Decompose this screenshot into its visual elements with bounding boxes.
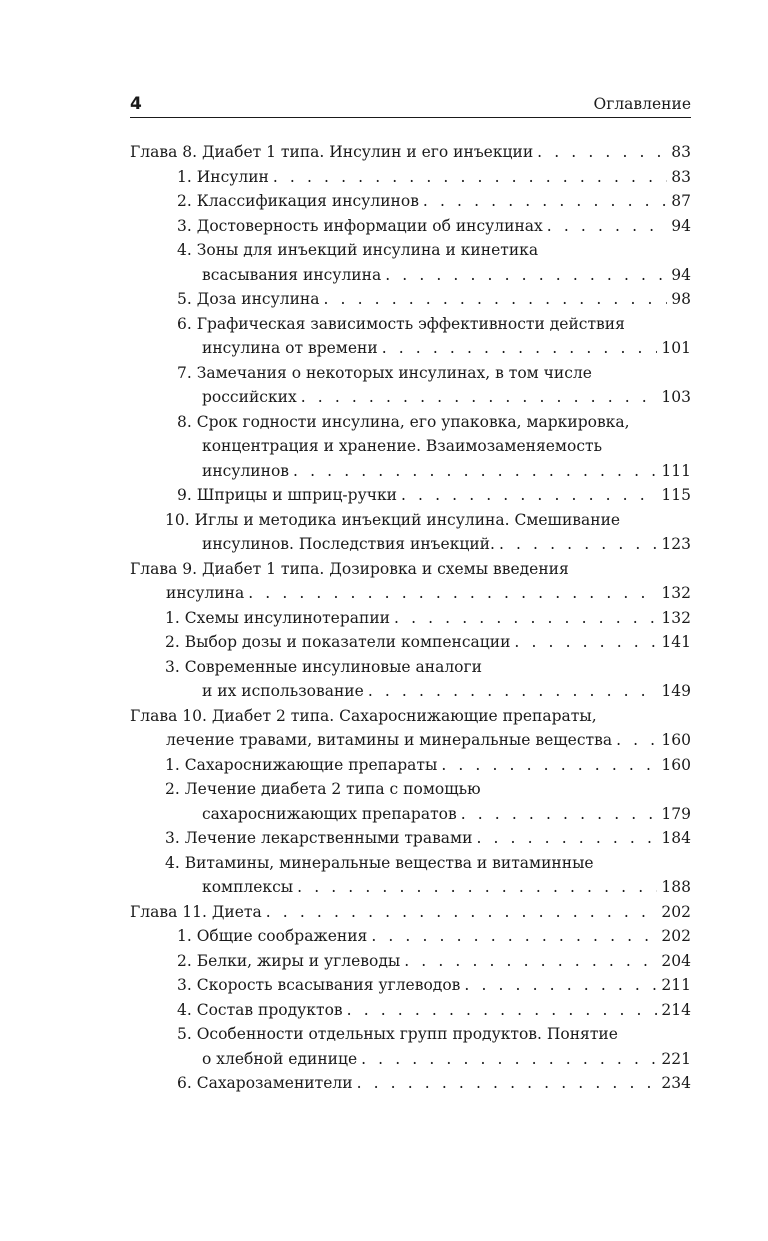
toc-chapter-entry bbox=[130, 900, 691, 925]
toc-entry-line bbox=[165, 679, 691, 704]
toc-page-number: 141 bbox=[661, 633, 691, 651]
toc-section-entry bbox=[130, 973, 691, 998]
toc-section-entry bbox=[130, 1022, 691, 1071]
toc-page-number: 211 bbox=[661, 976, 691, 994]
toc-entry-title: 3. Достоверность информации об инсулинах bbox=[177, 216, 543, 235]
dot-leader bbox=[368, 679, 658, 704]
toc-section-entry bbox=[130, 214, 691, 239]
toc-entry-title: Глава 8. Диабет 1 типа. Инсулин и его инъекции bbox=[130, 143, 534, 161]
toc-entry-line bbox=[177, 1022, 691, 1047]
toc-entry-title: 5. Доза инсулина bbox=[177, 290, 320, 308]
toc-section-entry bbox=[130, 753, 691, 778]
toc-entry-title: концентрация и хранение. Взаимозаменяемость bbox=[202, 437, 603, 455]
toc-entry-title: 3. Лечение лекарственными травами bbox=[165, 829, 473, 847]
toc-page-number: 160 bbox=[661, 731, 691, 749]
toc-section-entry bbox=[130, 606, 691, 631]
table-of-contents bbox=[130, 140, 691, 1096]
toc-entry-line bbox=[177, 263, 691, 288]
dot-leader bbox=[537, 140, 667, 165]
toc-section-entry bbox=[130, 189, 691, 214]
toc-entry-line bbox=[165, 508, 691, 533]
toc-entry-line bbox=[177, 410, 691, 435]
dot-leader bbox=[464, 973, 657, 998]
toc-entry-title: сахароснижающих препаратов bbox=[202, 804, 457, 823]
toc-entry-line bbox=[177, 998, 691, 1023]
toc-entry-title: 1. Схемы инсулинотерапии bbox=[165, 608, 391, 627]
toc-entry-line bbox=[177, 336, 691, 361]
toc-entry-line bbox=[165, 875, 691, 900]
toc-entry-line bbox=[130, 900, 691, 925]
toc-page-number: 94 bbox=[671, 265, 691, 284]
toc-entry-line bbox=[165, 532, 691, 557]
toc-entry-title: 1. Инсулин bbox=[177, 167, 269, 186]
toc-entry-line bbox=[177, 924, 691, 949]
toc-page-number: 132 bbox=[661, 608, 691, 627]
dot-leader bbox=[385, 263, 667, 288]
toc-page-number: 202 bbox=[661, 902, 691, 921]
toc-entry-title: 2. Выбор дозы и показатели компенсации bbox=[165, 633, 511, 651]
toc-page-number: 179 bbox=[661, 804, 691, 823]
toc-entry-line bbox=[165, 802, 691, 827]
toc-entry-line bbox=[130, 557, 691, 582]
toc-entry-line bbox=[177, 189, 691, 214]
toc-entry-line bbox=[177, 361, 691, 386]
dot-leader bbox=[266, 900, 658, 925]
toc-section-entry bbox=[130, 777, 691, 826]
toc-section-entry bbox=[130, 410, 691, 484]
toc-page-number: 83 bbox=[671, 167, 691, 186]
toc-section-entry bbox=[130, 949, 691, 974]
dot-leader bbox=[423, 189, 667, 214]
toc-page-number: 188 bbox=[661, 878, 691, 896]
toc-entry-title: Глава 10. Диабет 2 типа. Сахароснижающие препараты, bbox=[130, 706, 597, 725]
toc-section-entry bbox=[130, 361, 691, 410]
toc-entry-title: 10. Иглы и методика инъекций инсулина. Смешивание bbox=[165, 510, 621, 529]
toc-entry-line bbox=[177, 287, 691, 312]
toc-entry-line bbox=[177, 459, 691, 484]
toc-entry-line bbox=[177, 949, 691, 974]
dot-leader bbox=[461, 802, 658, 827]
toc-entry-title: 2. Классификация инсулинов bbox=[177, 192, 419, 210]
dot-leader bbox=[357, 1071, 658, 1096]
toc-section-entry bbox=[130, 1071, 691, 1096]
toc-section-entry bbox=[130, 238, 691, 287]
toc-entry-title: 5. Особенности отдельных групп продуктов. Понятие bbox=[177, 1025, 618, 1043]
toc-entry-line bbox=[177, 238, 691, 263]
toc-page-number: 160 bbox=[661, 755, 691, 774]
toc-entry-line bbox=[165, 851, 691, 876]
toc-entry-line bbox=[130, 140, 691, 165]
toc-entry-title: 1. Сахароснижающие препараты bbox=[165, 755, 438, 774]
toc-section-entry bbox=[130, 287, 691, 312]
toc-chapter-entry bbox=[130, 704, 691, 753]
toc-section-entry bbox=[130, 165, 691, 190]
toc-entry-title: комплексы bbox=[202, 878, 294, 896]
dot-leader bbox=[293, 459, 657, 484]
dot-leader bbox=[616, 728, 657, 753]
toc-page-number: 87 bbox=[671, 192, 691, 210]
toc-entry-line bbox=[165, 826, 691, 851]
toc-entry-title: и их использование bbox=[202, 682, 364, 700]
toc-entry-line bbox=[177, 434, 691, 459]
toc-entry-title: инсулина от времени bbox=[202, 339, 378, 357]
toc-entry-line bbox=[130, 704, 691, 729]
toc-entry-title: 6. Графическая зависимость эффективности действия bbox=[177, 314, 625, 333]
toc-page-number: 202 bbox=[661, 927, 691, 945]
dot-leader bbox=[371, 924, 657, 949]
toc-page-number: 123 bbox=[661, 535, 691, 553]
toc-page-number: 234 bbox=[661, 1074, 691, 1092]
toc-section-entry bbox=[130, 851, 691, 900]
toc-entry-line bbox=[177, 1071, 691, 1096]
toc-entry-title: 6. Сахарозаменители bbox=[177, 1074, 353, 1092]
dot-leader bbox=[301, 385, 658, 410]
toc-entry-title: российских bbox=[202, 388, 297, 406]
toc-entry-title: 3. Современные инсулиновые аналоги bbox=[165, 657, 482, 676]
toc-entry-title: Глава 11. Диета bbox=[130, 902, 262, 921]
toc-entry-title: инсулина bbox=[166, 584, 245, 602]
dot-leader bbox=[347, 998, 658, 1023]
toc-entry-line bbox=[177, 385, 691, 410]
toc-section-entry bbox=[130, 508, 691, 557]
toc-page-number: 98 bbox=[671, 290, 691, 308]
page-header bbox=[130, 93, 691, 118]
toc-entry-title: 4. Витамины, минеральные вещества и витаминные bbox=[165, 853, 594, 872]
toc-page-number: 184 bbox=[661, 829, 691, 847]
toc-section-entry bbox=[130, 655, 691, 704]
toc-entry-title: 7. Замечания о некоторых инсулинах, в том числе bbox=[177, 363, 592, 382]
toc-entry-title: всасывания инсулина bbox=[202, 265, 382, 284]
toc-page-number: 111 bbox=[661, 461, 691, 480]
toc-page-number: 94 bbox=[671, 216, 691, 235]
toc-entry-line bbox=[177, 165, 691, 190]
dot-leader bbox=[323, 287, 667, 312]
toc-entry-line bbox=[130, 728, 691, 753]
page-number: 4 bbox=[130, 94, 142, 114]
toc-entry-line bbox=[177, 1047, 691, 1072]
toc-chapter-entry bbox=[130, 140, 691, 165]
toc-entry-line bbox=[177, 483, 691, 508]
dot-leader bbox=[382, 336, 658, 361]
toc-entry-line bbox=[165, 753, 691, 778]
toc-entry-line bbox=[165, 630, 691, 655]
toc-entry-title: 8. Срок годности инсулина, его упаковка, маркировка, bbox=[177, 412, 630, 431]
toc-entry-line bbox=[165, 777, 691, 802]
dot-leader bbox=[441, 753, 657, 778]
dot-leader bbox=[514, 630, 657, 655]
toc-entry-title: о хлебной единице bbox=[202, 1049, 358, 1068]
toc-entry-title: инсулинов. Последствия инъекций. bbox=[202, 535, 495, 553]
toc-entry-title: 2. Белки, жиры и углеводы bbox=[177, 951, 401, 970]
toc-chapter-entry bbox=[130, 557, 691, 606]
dot-leader bbox=[401, 483, 657, 508]
dot-leader bbox=[361, 1047, 657, 1072]
toc-entry-title: лечение травами, витамины и минеральные вещества bbox=[166, 731, 613, 749]
toc-section-entry bbox=[130, 826, 691, 851]
toc-entry-title: инсулинов bbox=[202, 461, 290, 480]
toc-entry-line bbox=[177, 973, 691, 998]
dot-leader bbox=[547, 214, 667, 239]
toc-entry-title: Глава 9. Диабет 1 типа. Дозировка и схемы введения bbox=[130, 559, 569, 578]
dot-leader bbox=[273, 165, 667, 190]
toc-entry-line bbox=[165, 606, 691, 631]
toc-section-entry bbox=[130, 998, 691, 1023]
toc-section-entry bbox=[130, 312, 691, 361]
toc-section-entry bbox=[130, 630, 691, 655]
toc-entry-title: 2. Лечение диабета 2 типа с помощью bbox=[165, 780, 481, 798]
toc-entry-title: 4. Состав продуктов bbox=[177, 1000, 343, 1019]
toc-page-number: 83 bbox=[671, 143, 691, 161]
toc-page-number: 149 bbox=[661, 682, 691, 700]
toc-page-number: 204 bbox=[661, 951, 691, 970]
dot-leader bbox=[499, 532, 657, 557]
toc-section-entry bbox=[130, 483, 691, 508]
dot-leader bbox=[394, 606, 657, 631]
toc-entry-line bbox=[177, 312, 691, 337]
toc-entry-line bbox=[165, 655, 691, 680]
toc-page-number: 103 bbox=[661, 388, 691, 406]
toc-entry-line bbox=[177, 214, 691, 239]
toc-page-number: 221 bbox=[661, 1049, 691, 1068]
toc-entry-title: 3. Скорость всасывания углеводов bbox=[177, 976, 461, 994]
toc-page-number: 132 bbox=[661, 584, 691, 602]
toc-page-number: 101 bbox=[661, 339, 691, 357]
toc-section-entry bbox=[130, 924, 691, 949]
toc-entry-title: 4. Зоны для инъекций инсулина и кинетика bbox=[177, 241, 539, 259]
dot-leader bbox=[297, 875, 657, 900]
dot-leader bbox=[404, 949, 657, 974]
toc-page-number: 214 bbox=[661, 1000, 691, 1019]
toc-entry-line bbox=[130, 581, 691, 606]
toc-page-number: 115 bbox=[661, 486, 691, 504]
running-title: Оглавление bbox=[593, 95, 691, 113]
dot-leader bbox=[476, 826, 657, 851]
toc-entry-title: 1. Общие соображения bbox=[177, 927, 368, 945]
dot-leader bbox=[248, 581, 657, 606]
toc-entry-title: 9. Шприцы и шприц-ручки bbox=[177, 486, 397, 504]
